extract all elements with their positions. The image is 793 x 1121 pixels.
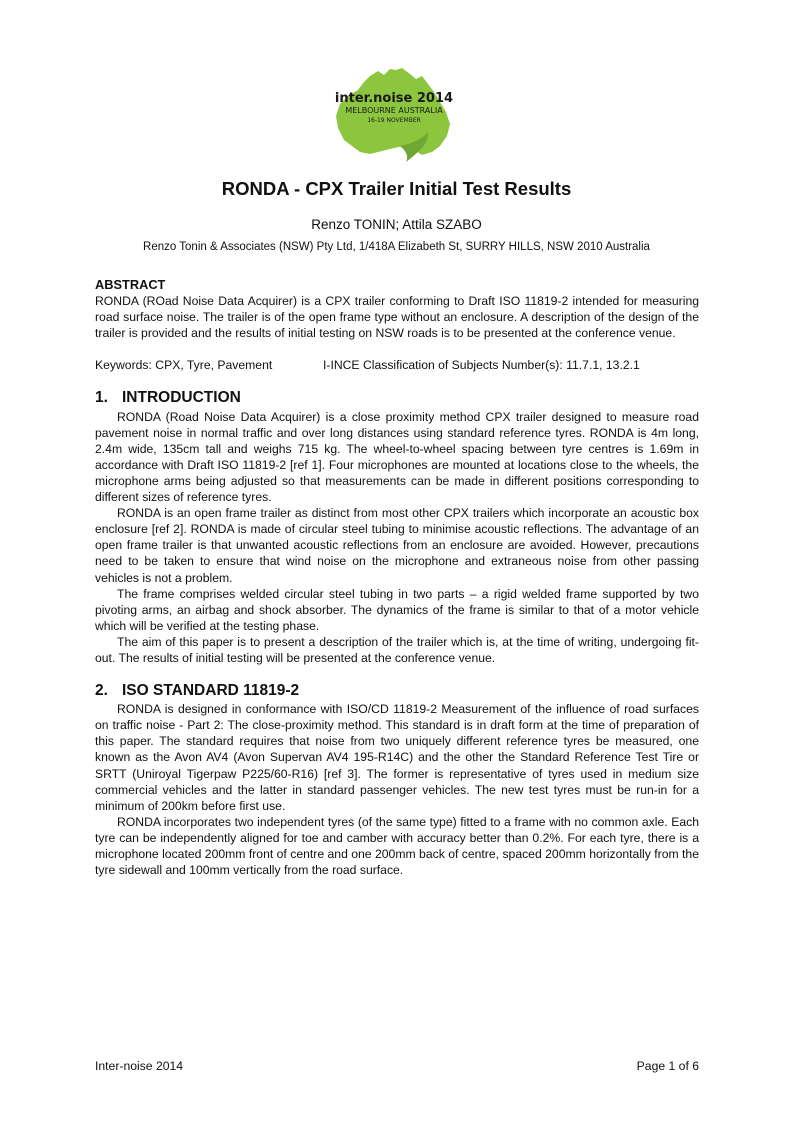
section-1-paragraph-2: RONDA is an open frame trailer as distinct from most other CPX trailers which incorporate an acoustic box enclosure [ref 2]. RONDA is made of circular steel tubing to minimise acoustic reflections. The advantage of an open frame trailer is that unwanted acoustic reflections from an enclosure are avoided. However, precautions need to be taken to ensure that wind noise on the microphone and extraneous noise from other passing vehicles is not a problem.: [95, 506, 699, 585]
classification: I-INCE Classification of Subjects Number(s): 11.7.1, 13.2.1: [323, 358, 640, 373]
footer-conference: Inter-noise 2014: [95, 1059, 184, 1073]
section-1-number: 1.: [95, 389, 108, 407]
paper-affiliation: Renzo Tonin & Associates (NSW) Pty Ltd, 1/418A Elizabeth St, SURRY HILLS, NSW 2010 Australia: [143, 241, 650, 253]
section-2-heading: [95, 683, 699, 699]
footer-page-number: Page 1 of 6: [636, 1059, 699, 1073]
section-1-paragraph-4: The aim of this paper is to present a description of the trailer which is, at the time of writing, undergoing fit-out. The results of initial testing will be presented at the conference venue.: [95, 634, 699, 665]
section-1-paragraph-1: RONDA (Road Noise Data Acquirer) is a close proximity method CPX trailer designed to measure road pavement noise in normal traffic and over long distances using standard reference tyres. RONDA is 4m long, 2.4m wide, 135cm tall and weighs 715 kg. The wheel-to-wheel spacing between tyre centres is 1.69m in accordance with Draft ISO 11819-2 [ref 1]. Four microphones are mounted at locations close to the wheels, the microphone arms being adjusted so that measurements can be made in different positions corresponding to different sizes of reference tyres.: [95, 409, 699, 505]
abstract-heading: ABSTRACT: [95, 277, 166, 292]
section-1-title: INTRODUCTION: [122, 389, 241, 407]
conference-logo: [330, 62, 458, 170]
abstract-text: RONDA (ROad Noise Data Acquirer) is a CPX trailer conforming to Draft ISO 11819-2 intended for measuring road surface noise. The trailer is of the open frame type without an enclosure. A description of the design of the trailer is provided and the results of initial testing on NSW roads is to be presented at the conference venue.: [95, 294, 699, 341]
keywords-row: [95, 357, 699, 373]
section-1-heading: [95, 390, 699, 406]
section-2-paragraph-2: RONDA incorporates two independent tyres (of the same type) fitted to a frame with no common axle. Each tyre can be independently aligned for toe and camber with accuracy better than 0.2%. For each tyre, there is a microphone located 200mm front of centre and one 200mm back of centre, spaced 200mm horizontally from the tyre sidewall and 100mm vertically from the road surface.: [95, 814, 699, 878]
section-2-title: ISO STANDARD 11819-2: [122, 682, 300, 700]
paper-title: RONDA - CPX Trailer Initial Test Results: [221, 178, 572, 199]
section-1-paragraph-3: The frame comprises welded circular steel tubing in two parts – a rigid welded frame supported by two pivoting arms, an airbag and shock absorber. The dynamics of the frame is similar to that of a motor vehicle which will be verified at the testing phase.: [95, 586, 699, 633]
section-2-paragraph-1: RONDA is designed in conformance with ISO/CD 11819-2 Measurement of the influence of road surfaces on traffic noise - Part 2: The close-proximity method. This standard is in draft form at the time of preparation of this paper. The standard requires that noise from two uniquely different reference tyres be measured, one known as the Avon AV4 (Avon Supervan AV4 195-R14C) and the other the Standard Reference Test Tire or SRTT (Uniroyal Tigerpaw P225/60-R16) [ref 3]. The former is representative of tyres used in medium size commercial vehicles and the latter in standard passenger vehicles. The new test tyres must be run-in for a minimum of 200km before first use.: [95, 702, 699, 813]
section-2-number: 2.: [95, 682, 108, 700]
logo-line3: 16-19 NOVEMBER: [367, 117, 421, 124]
keywords: Keywords: CPX, Tyre, Pavement: [95, 358, 273, 373]
paper-authors: Renzo TONIN; Attila SZABO: [311, 217, 482, 232]
logo-line1: inter.noise 2014: [334, 91, 454, 106]
logo-line2: MELBOURNE AUSTRALIA: [345, 106, 443, 115]
paper-body: [95, 277, 699, 878]
